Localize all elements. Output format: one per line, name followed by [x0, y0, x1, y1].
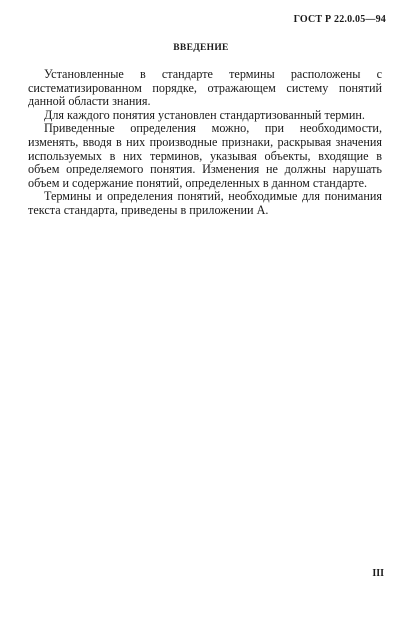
section-title: ВВЕДЕНИЕ [173, 43, 229, 53]
paragraph-1: Установленные в стандарте термины расположены с систематизированном порядке, отражающем систему понятий данной области знания. [28, 67, 382, 109]
document-code: ГОСТ Р 22.0.05—94 [293, 14, 386, 25]
paragraph-3: Приведенные определения можно, при необходимости, изменять, вводя в них производные признаки, раскрывая значения используемых в них терминов, указывая объекты, входящие в объем определяемого понятия. Изменения не должны нарушать объем и содержание понятий, определенных в данном стандарте. [28, 121, 382, 190]
paragraph-2: Для каждого понятия установлен стандартизованный термин. [44, 107, 365, 122]
paragraph-4: Термины и определения понятий, необходимые для понимания текста стандарта, приведены в приложении А. [28, 189, 382, 217]
introduction-body [28, 68, 382, 218]
page-number: III [372, 568, 384, 579]
